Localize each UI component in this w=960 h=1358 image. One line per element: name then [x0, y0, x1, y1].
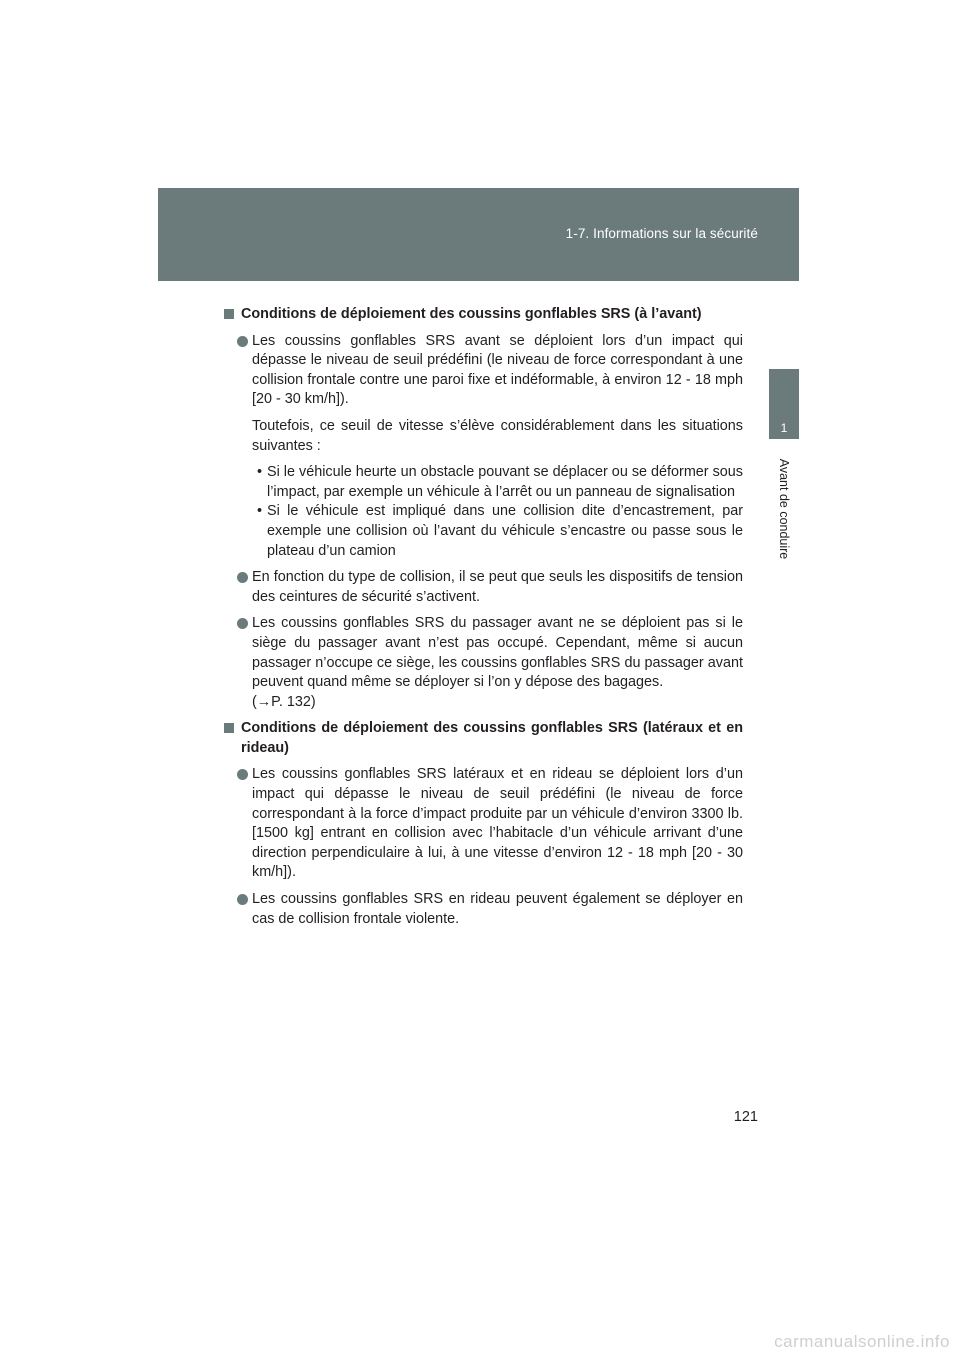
chapter-tab	[769, 369, 799, 439]
bullet-text: En fonction du type de collision, il se peut que seuls les dispositifs de tension des ceintures de sécurité s’activent.	[252, 569, 743, 605]
bullet-text: Les coussins gonflables SRS latéraux et en rideau se déploient lors d’un impact qui dépasse le niveau de seuil prédéfini (le niveau de force correspondant à la force d’impact produite par un véhicule d’environ 3300 lb. [1500 kg] entrant en collision avec l’habitacle d’un véhicule arrivant d’une direction perpendiculaire à lui, à une vitesse d’environ 12 - 18 mph [20 - 30 km/h]).	[252, 766, 743, 881]
sub-item	[224, 463, 743, 502]
watermark: carmanualsonline.info	[774, 1332, 950, 1351]
section-title: 1-7. Informations sur la sécurité	[565, 226, 758, 241]
section-heading-text: Conditions de déploiement des coussins gonflables SRS (à l’avant)	[241, 306, 702, 322]
sub-item-text: Si le véhicule est impliqué dans une collision dite d’encastrement, par exemple une collision où l’avant du véhicule s’encastre ou passe sous le plateau d’un camion	[267, 503, 743, 559]
dot-mark-icon: •	[257, 503, 263, 520]
bullet-item	[224, 765, 743, 883]
sub-item	[224, 502, 743, 561]
chapter-label-tab	[769, 439, 799, 578]
header-band	[158, 188, 799, 281]
section-heading	[224, 719, 743, 758]
square-bullet-icon	[224, 309, 234, 319]
page-reference[interactable]: (→P. 132)	[252, 693, 316, 710]
sub-item-text: Si le véhicule heurte un obstacle pouvant se déplacer ou se déformer sous l’impact, par exemple un véhicule à l’arrêt ou un panneau de signalisation	[267, 464, 743, 500]
bullet-text: Les coussins gonflables SRS en rideau peuvent également se déployer en cas de collision frontale violente.	[252, 891, 743, 927]
dot-mark-icon: •	[257, 464, 263, 481]
circle-bullet-icon	[237, 769, 248, 780]
section-heading	[224, 305, 743, 325]
bullet-text: Les coussins gonflables SRS avant se déploient lors d’un impact qui dépasse le niveau de seuil prédéfini (le niveau de force correspondant à une collision frontale contre une paroi fixe et indéformable, à environ 12 - 18 mph [20 - 30 km/h]).	[252, 332, 743, 408]
bullet-item	[224, 568, 743, 607]
square-bullet-icon	[224, 723, 234, 733]
circle-bullet-icon	[237, 336, 248, 347]
page-content	[224, 305, 743, 936]
section-heading-text: Conditions de déploiement des coussins gonflables SRS (latéraux et en rideau)	[241, 720, 743, 756]
bullet-item	[224, 614, 743, 712]
bullet-item	[224, 332, 743, 410]
chapter-label: Avant de conduire	[777, 458, 791, 560]
page-number: 121	[733, 1109, 758, 1125]
circle-bullet-icon	[237, 572, 248, 583]
chapter-number: 1	[780, 421, 788, 435]
bullet-item	[224, 890, 743, 929]
circle-bullet-icon	[237, 618, 248, 629]
bullet-text: Les coussins gonflables SRS du passager avant ne se déploient pas si le siège du passager avant n’est pas occupé. Cependant, même si aucun passager n’occupe ce siège, les coussins gonflables SRS du passager avant peuvent quand même se déployer si l’on y dépose des bagages.	[252, 615, 743, 691]
paragraph: Toutefois, ce seuil de vitesse s’élève considérablement dans les situations suivantes :	[252, 417, 743, 454]
circle-bullet-icon	[237, 894, 248, 905]
